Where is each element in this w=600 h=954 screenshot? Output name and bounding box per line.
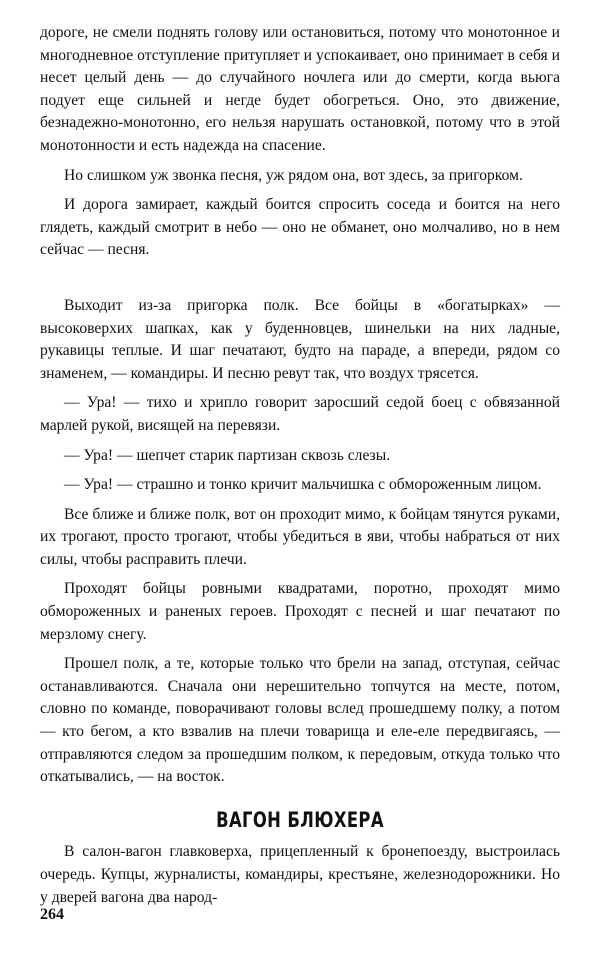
paragraph: — Ура! — шепчет старик партизан сквозь слезы. [64, 446, 391, 464]
paragraph: — Ура! — тихо и хрипло говорит заросший седой боец с обвязанной марлей рукой, висящей на перевязи. [40, 394, 560, 434]
paragraph: Проходят бойцы ровными квадратами, поротно, проходят мимо обмороженных и раненых героев. Проходят с песней и шаг печатают по мерзлому снегу. [40, 580, 560, 643]
section-gap [40, 269, 560, 295]
paragraph: Прошел полк, а те, которые только что брели на запад, отступая, сейчас останавливаются. Сначала они нерешительно топчутся на месте, потом, словно по команде, поворачивают головы вслед прошедшему полку, а потом — кто бегом, а кто взвалив на плечи товарища и еле-еле передвигаясь, — отправляются следом за прошедшим полком, к передовым, откуда только что откатывались, — на восток. [40, 655, 560, 786]
paragraph: Все ближе и ближе полк, вот он проходит мимо, к бойцам тянутся руками, их трогают, просто трогают, чтобы убедиться в яви, чтобы набраться от них силы, чтобы расправить плечи. [40, 505, 560, 568]
paragraph: — Ура! — страшно и тонко кричит мальчишка с обмороженным лицом. [64, 476, 542, 494]
paragraph: В салон-вагон главковерха, прицепленный к бронепоезду, выстроилась очередь. Купцы, журналисты, командиры, крестьяне, железнодорожники. Но у дверей вагона два народ- [40, 843, 560, 906]
paragraph: дороге, не смели поднять голову или остановиться, потому что монотонное и многодневное отступление притупляет и успокаивает, оно принимает в себя и несет целый день — до случайного ночлега или до смерти, когда вьюга подует еще сильней и негде будет обогреться. Оно, это движение, безнадежно-монотонно, его нельзя нарушать остановкой, потому что в этой монотонности и есть надежда на спасение. [40, 24, 560, 154]
paragraph: Но слишком уж звонка песня, уж рядом она, вот здесь, за пригорком. [64, 166, 523, 184]
paragraph: Выходит из-за пригорка полк. Все бойцы в «богатырках» — высоковерхих шапках, как у буденновцев, шинельки на них ладные, рукавицы теплые. И шаг печатают, будто на параде, а впереди, рядом со знаменем, — командиры. И песню ревут так, что воздух трясется. [40, 296, 560, 382]
paragraph: И дорога замирает, каждый боится спросить соседа и боится на него глядеть, каждый смотрит в небо — оно не обманет, оно молчаливо, но в нем сейчас — песня. [40, 196, 560, 259]
page-number: 264 [40, 906, 64, 923]
page-body [40, 22, 560, 916]
chapter-heading: ВАГОН БЛЮХЕРА [216, 807, 384, 832]
